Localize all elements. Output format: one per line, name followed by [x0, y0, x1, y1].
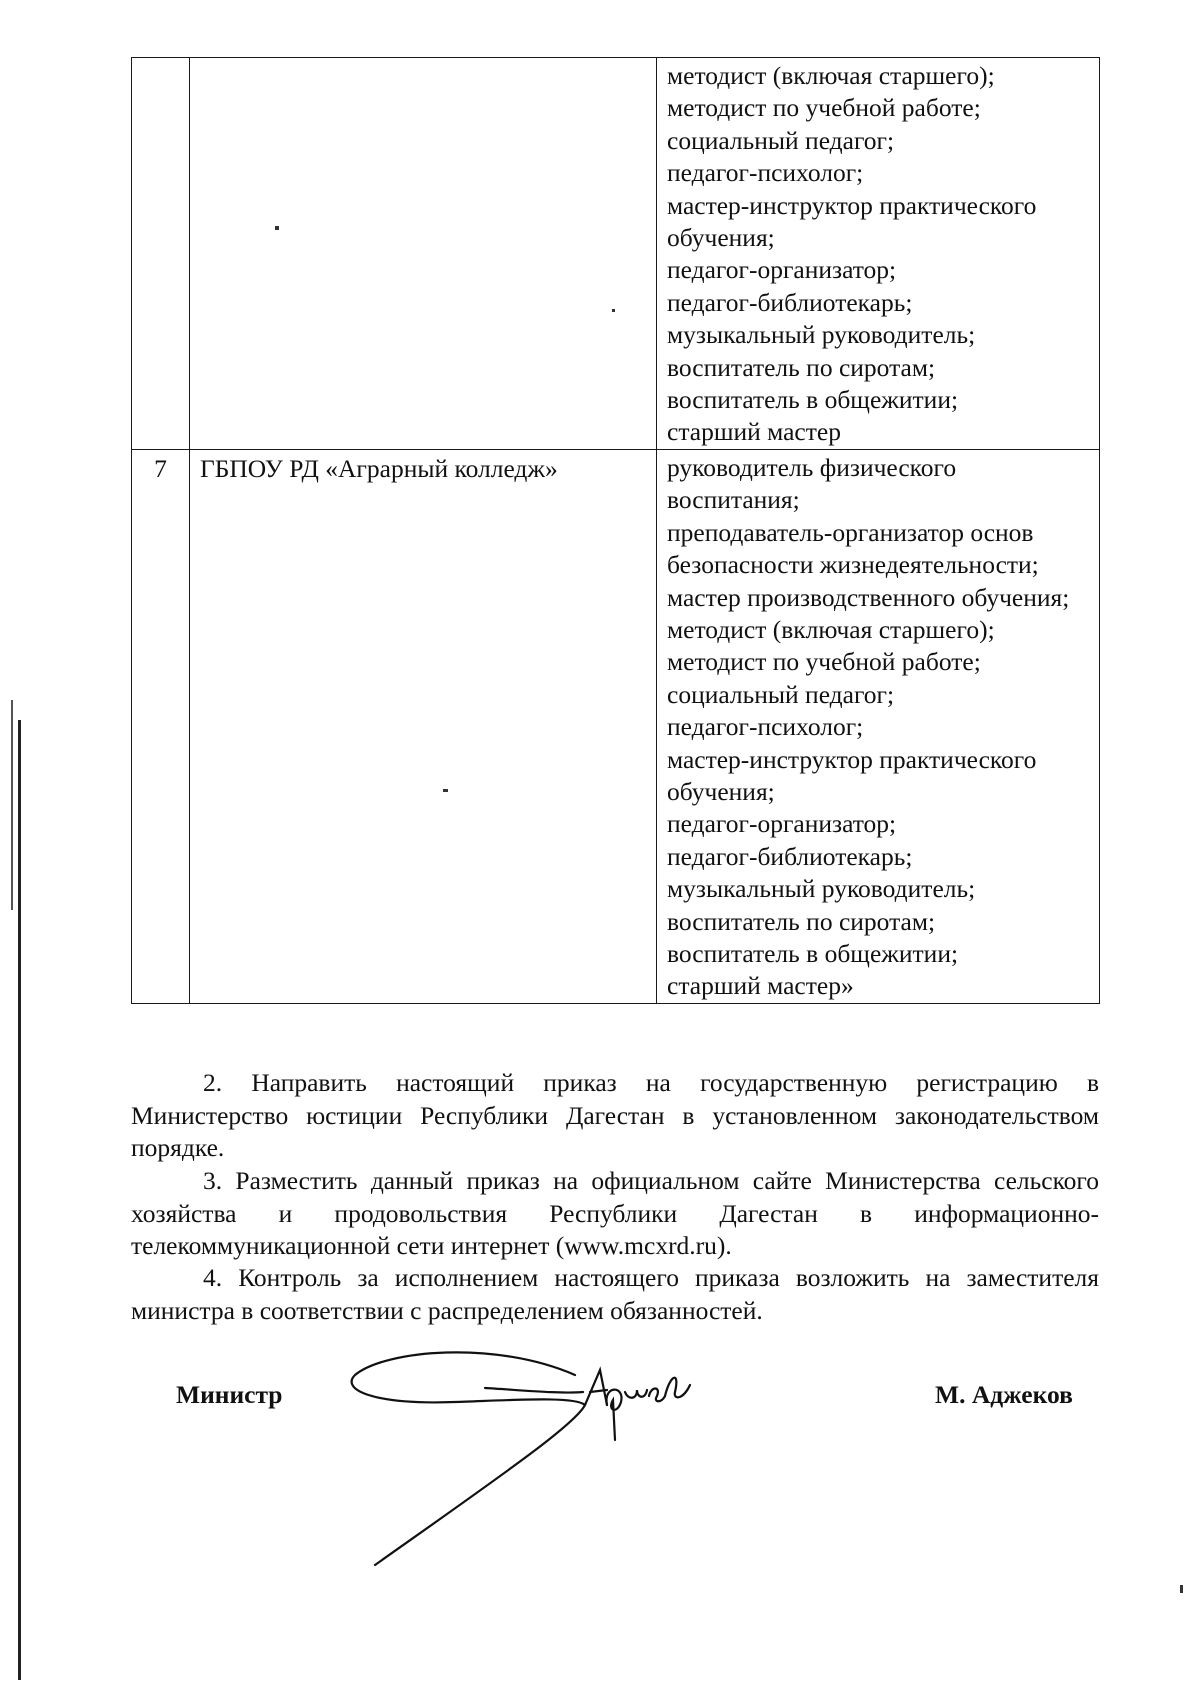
paragraph-publication: 3. Разместить данный приказ на официальном сайте Министерства сельского хозяйства и продовольствия Республики Дагестан в информационно-телекоммуникационной сети интернет (www.mcxrd.ru). [131, 1166, 1099, 1260]
table-row [132, 58, 1100, 450]
position-item: воспитатель в общежитии; [667, 385, 959, 415]
scan-margin-line [11, 700, 13, 910]
position-item: социальный педагог; [667, 679, 895, 709]
position-item: преподаватель-организатор основ безопасности жизнедеятельности; [667, 517, 1039, 580]
scan-speck [275, 226, 279, 230]
position-item: руководитель физического воспитания; [667, 452, 957, 515]
table-row [132, 449, 1100, 1003]
paragraph-control: 4. Контроль за исполнением настоящего приказа возложить на заместителя министра в соответствии с распределением обязанностей. [131, 1263, 1099, 1325]
position-item: педагог-организатор; [667, 809, 897, 839]
scan-speck [612, 309, 615, 312]
organization-cell [190, 58, 657, 450]
paragraph-registration: 2. Направить настоящий приказ на государственную регистрацию в Министерство юстиции Республики Дагестан в установленном законодательством порядке. [131, 1068, 1099, 1162]
scan-speck [443, 789, 448, 792]
signatory-title: Министр [176, 1380, 283, 1409]
row-number-cell: 7 [132, 449, 190, 1003]
position-item: педагог-психолог; [667, 158, 864, 188]
position-item: мастер-инструктор практического обучения; [667, 744, 1037, 806]
positions-cell [657, 449, 1100, 1003]
scan-margin-line [18, 720, 21, 1680]
position-item: мастер-инструктор практического обучения; [667, 190, 1037, 253]
positions-list [667, 60, 1093, 449]
position-item: старший мастер [667, 417, 841, 447]
scan-speck [1180, 1585, 1183, 1593]
position-item: педагог-библиотекарь; [667, 841, 913, 871]
position-item: воспитатель в общежитии; [667, 938, 959, 968]
organization-cell: ГБПОУ РД «Аграрный колледж» [190, 449, 657, 1003]
position-item: мастер производственного обучения; [667, 582, 1070, 612]
signatory-name: М. Аджеков [935, 1380, 1073, 1409]
position-item: музыкальный руководитель; [667, 320, 976, 350]
positions-table [131, 57, 1100, 1004]
position-item: старший мастер» [667, 971, 854, 1001]
position-item: воспитатель по сиротам; [667, 352, 936, 382]
position-item: методист по учебной работе; [667, 647, 981, 677]
positions-list [667, 452, 1093, 1003]
handwritten-signature [345, 1330, 695, 1570]
position-item: педагог-библиотекарь; [667, 287, 913, 317]
position-item: педагог-организатор; [667, 255, 897, 285]
row-number-cell [132, 58, 190, 450]
positions-cell [657, 58, 1100, 450]
position-item: социальный педагог; [667, 125, 895, 155]
position-item: музыкальный руководитель; [667, 874, 976, 904]
position-item: методист (включая старшего); [667, 61, 995, 90]
position-item: воспитатель по сиротам; [667, 906, 936, 936]
position-item: методист по учебной работе; [667, 93, 981, 123]
position-item: методист (включая старшего); [667, 614, 995, 644]
position-item: педагог-психолог; [667, 712, 864, 742]
